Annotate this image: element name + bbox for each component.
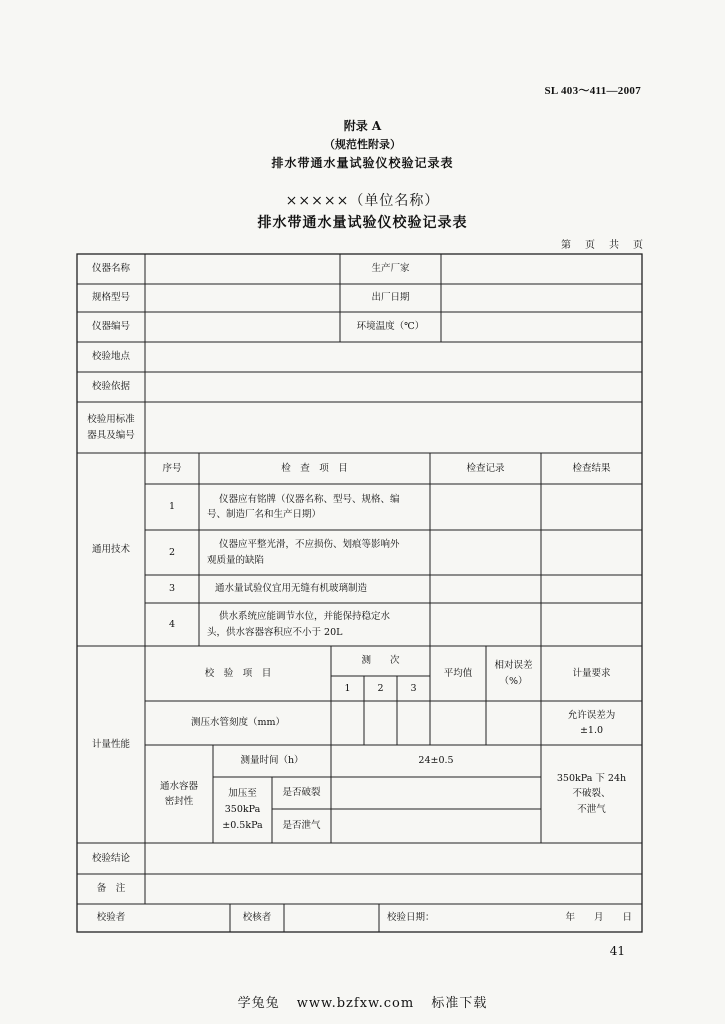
header-time-3: 3 xyxy=(410,682,417,694)
label-inspector: 校验者 xyxy=(96,912,126,924)
field-basis[interactable] xyxy=(145,372,642,402)
row2-no: 2 xyxy=(168,546,176,558)
req1-line2: ±1.0 xyxy=(579,725,604,736)
footer-url[interactable]: www.bzfxw.com xyxy=(296,996,415,1011)
row2-line2: 观质量的缺陷 xyxy=(207,554,265,566)
label-basis: 校验依据 xyxy=(91,381,130,393)
header-calibration-item: 校 验 项 目 xyxy=(204,667,272,679)
header-relative-error xyxy=(486,646,541,701)
label-checker: 校核者 xyxy=(242,912,272,924)
row3-record[interactable] xyxy=(430,575,541,603)
field-standard-equipment[interactable] xyxy=(145,402,642,453)
appendix-title: 排水带通水量试验仪校验记录表 xyxy=(271,156,454,170)
row2-line1: 仪器应平整光滑，不应损伤、划痕等影响外 xyxy=(219,539,400,551)
field-instrument-name[interactable] xyxy=(145,254,340,284)
field-serial[interactable] xyxy=(145,312,340,342)
row1-item xyxy=(199,484,430,530)
row3-item xyxy=(199,575,430,603)
label-model: 规格型号 xyxy=(91,292,130,304)
row4-line2: 头，供水容器容积应不小于 20L xyxy=(207,626,343,638)
header-times: 测 次 xyxy=(361,655,400,667)
field-ambient-temp[interactable] xyxy=(441,312,642,342)
label-serial: 仪器编号 xyxy=(91,321,130,333)
req1-line1: 允许误差为 xyxy=(567,709,616,721)
label-remarks: 备 注 xyxy=(96,883,126,895)
label-standard-equipment xyxy=(77,402,145,453)
row3-result[interactable] xyxy=(541,575,642,603)
row4-result[interactable] xyxy=(541,603,642,646)
section-general: 通用技术 xyxy=(91,543,130,555)
header-no: 序号 xyxy=(162,462,182,474)
label-conclusion: 校验结论 xyxy=(91,852,130,864)
row4-line1: 供水系统应能调节水位，并能保持稳定水 xyxy=(219,611,391,623)
field-conclusion[interactable] xyxy=(145,843,642,874)
label-date: 校验日期： xyxy=(387,912,435,924)
row3-no: 3 xyxy=(168,583,176,595)
field-manufacturer[interactable] xyxy=(441,254,642,284)
label-burst: 是否破裂 xyxy=(282,787,321,799)
header-time-2: 2 xyxy=(377,682,384,694)
value-time-1[interactable] xyxy=(331,701,364,745)
req2-line3: 不泄气 xyxy=(577,803,606,815)
header-record: 检查记录 xyxy=(466,462,505,474)
value-measure-time: 24±0.5 xyxy=(418,755,454,767)
footer-site: 学兔兔 xyxy=(237,996,280,1011)
label-instrument-name: 仪器名称 xyxy=(91,263,130,275)
container-line1: 通水容器 xyxy=(159,780,198,792)
field-remarks[interactable] xyxy=(145,874,642,904)
standard-code: SL 403～411—2007 xyxy=(544,85,641,97)
header-result: 检查结果 xyxy=(572,462,611,474)
row2-result[interactable] xyxy=(541,530,642,575)
row-pressure-tube: 测压水管刻度（mm） xyxy=(190,717,286,729)
field-leak[interactable] xyxy=(331,809,541,843)
row2-record[interactable] xyxy=(430,530,541,575)
header-requirement: 计量要求 xyxy=(572,667,611,679)
req2-line1: 350kPa 下 24h xyxy=(556,773,627,785)
label-container-seal xyxy=(145,745,213,843)
row1-line1: 仪器应有铭牌（仪器名称、型号、规格、编 xyxy=(219,493,400,505)
form-title: 排水带通水量试验仪校验记录表 xyxy=(257,215,468,231)
label-manufacturer: 生产厂家 xyxy=(371,263,410,275)
field-model[interactable] xyxy=(145,284,340,312)
section-metering: 计量性能 xyxy=(91,738,130,750)
value-average[interactable] xyxy=(430,701,486,745)
row4-record[interactable] xyxy=(430,603,541,646)
press-line3: ±0.5kPa xyxy=(222,820,263,832)
row1-record[interactable] xyxy=(430,484,541,530)
header-time-1: 1 xyxy=(344,682,351,694)
field-inspector[interactable] xyxy=(145,904,230,932)
label-ambient-temp: 环境温度（℃） xyxy=(356,321,425,333)
header-average: 平均值 xyxy=(443,667,473,679)
row4-no: 4 xyxy=(168,618,176,630)
value-time-3[interactable] xyxy=(397,701,430,745)
label-standard-line2: 器具及编号 xyxy=(87,429,135,441)
unit-name: ×××××（单位名称） xyxy=(285,193,440,209)
appendix-type: （规范性附录） xyxy=(324,138,401,151)
row2-item xyxy=(199,530,430,575)
label-location: 校验地点 xyxy=(91,351,130,363)
page-info: 第 页 共 页 xyxy=(561,240,645,251)
req2-line2: 不破裂、 xyxy=(572,788,611,800)
row1-line2: 号、制造厂名和生产日期） xyxy=(207,509,322,520)
row1-result[interactable] xyxy=(541,484,642,530)
footer-watermark xyxy=(0,992,725,1011)
footer-slogan: 标准下载 xyxy=(431,996,488,1011)
press-line1: 加压至 xyxy=(228,787,257,799)
value-error[interactable] xyxy=(486,701,541,745)
field-checker[interactable] xyxy=(284,904,379,932)
label-leak: 是否泄气 xyxy=(282,820,321,832)
row3-line1: 通水量试验仪宜用无缝有机玻璃制造 xyxy=(215,583,368,595)
requirement-seal xyxy=(541,745,642,843)
label-pressurize xyxy=(213,777,272,843)
field-location[interactable] xyxy=(145,342,642,372)
value-time-2[interactable] xyxy=(364,701,397,745)
container-line2: 密封性 xyxy=(164,796,194,807)
label-standard-line1: 校验用标准 xyxy=(87,414,135,426)
field-burst[interactable] xyxy=(331,777,541,809)
header-item: 检 查 项 目 xyxy=(281,462,348,474)
label-measure-time: 测量时间（h） xyxy=(240,755,304,767)
appendix-label: 附录 A xyxy=(343,119,382,133)
header-error-line2: （%） xyxy=(499,675,528,687)
row1-no: 1 xyxy=(168,501,176,513)
press-line2: 350kPa xyxy=(224,803,261,815)
row4-item xyxy=(199,603,430,646)
page-number: 41 xyxy=(609,944,625,958)
label-factory-date: 出厂日期 xyxy=(371,292,410,304)
field-factory-date[interactable] xyxy=(441,284,642,312)
date-units: 年 月 日 xyxy=(565,912,632,924)
header-error-line1: 相对误差 xyxy=(494,660,533,672)
requirement-pressure-tube xyxy=(541,701,642,745)
